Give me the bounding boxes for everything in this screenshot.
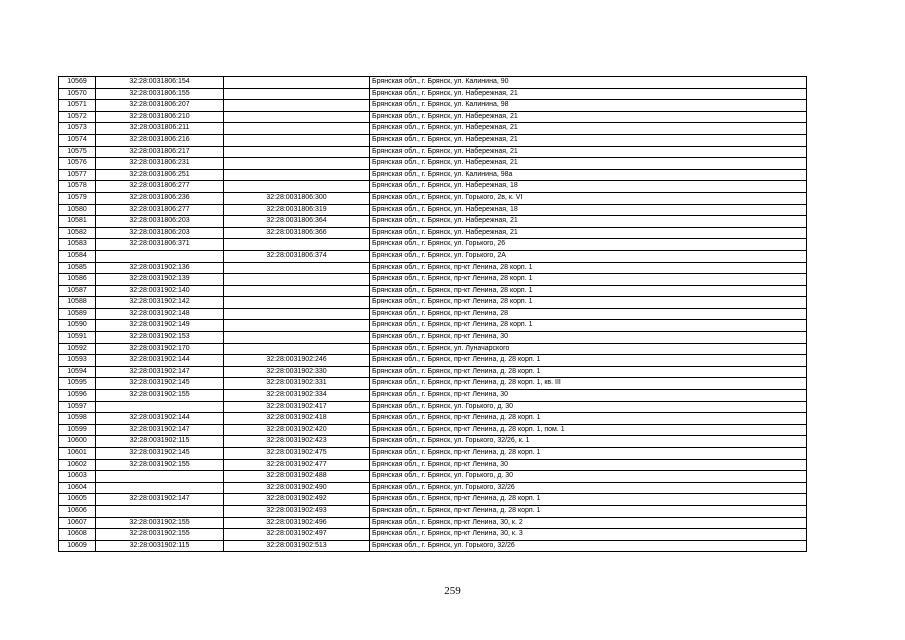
cadastral-number-cell: 32:28:0031806:251 (96, 169, 224, 181)
address-cell: Брянская обл., г. Брянск, ул. Калинина, 90 (370, 77, 807, 89)
related-cadastral-number-cell (224, 343, 370, 355)
cadastral-number-cell (96, 401, 224, 413)
table-row (59, 285, 807, 297)
cadastral-number-cell: 32:28:0031806:154 (96, 77, 224, 89)
related-cadastral-number-cell: 32:28:0031902:418 (224, 413, 370, 425)
table-row (59, 448, 807, 460)
address-cell: Брянская обл., г. Брянск, пр-кт Ленина, д. 28 корп. 1 (370, 413, 807, 425)
address-cell: Брянская обл., г. Брянск, ул. Луначарского (370, 343, 807, 355)
table-row (59, 517, 807, 529)
related-cadastral-number-cell: 32:28:0031806:374 (224, 250, 370, 262)
cadastral-number-cell: 32:28:0031806:211 (96, 123, 224, 135)
row-number-cell: 10582 (59, 227, 96, 239)
cadastral-number-cell: 32:28:0031806:203 (96, 227, 224, 239)
related-cadastral-number-cell (224, 308, 370, 320)
row-number-cell: 10602 (59, 459, 96, 471)
table-row (59, 355, 807, 367)
row-number-cell: 10607 (59, 517, 96, 529)
cadastral-number-cell: 32:28:0031902:136 (96, 262, 224, 274)
table-row (59, 436, 807, 448)
address-cell: Брянская обл., г. Брянск, ул. Набережная, 21 (370, 134, 807, 146)
cadastral-number-cell: 32:28:0031902:147 (96, 424, 224, 436)
row-number-cell: 10574 (59, 134, 96, 146)
row-number-cell: 10585 (59, 262, 96, 274)
cadastral-number-cell: 32:28:0031902:153 (96, 332, 224, 344)
cadastral-number-cell: 32:28:0031902:147 (96, 366, 224, 378)
cadastral-number-cell (96, 250, 224, 262)
address-cell: Брянская обл., г. Брянск, ул. Набережная, 21 (370, 146, 807, 158)
cadastral-number-cell: 32:28:0031806:203 (96, 216, 224, 228)
related-cadastral-number-cell: 32:28:0031902:417 (224, 401, 370, 413)
row-number-cell: 10587 (59, 285, 96, 297)
cadastral-number-cell: 32:28:0031902:115 (96, 540, 224, 552)
table-row (59, 343, 807, 355)
table-row (59, 274, 807, 286)
table-row (59, 505, 807, 517)
related-cadastral-number-cell: 32:28:0031902:513 (224, 540, 370, 552)
table-row (59, 192, 807, 204)
row-number-cell: 10595 (59, 378, 96, 390)
cadastral-number-cell: 32:28:0031902:145 (96, 448, 224, 460)
row-number-cell: 10600 (59, 436, 96, 448)
table-row (59, 204, 807, 216)
row-number-cell: 10584 (59, 250, 96, 262)
address-cell: Брянская обл., г. Брянск, ул. Набережная, 18 (370, 204, 807, 216)
table-row (59, 540, 807, 552)
related-cadastral-number-cell (224, 134, 370, 146)
address-cell: Брянская обл., г. Брянск, пр-кт Ленина, 30 (370, 459, 807, 471)
related-cadastral-number-cell: 32:28:0031806:300 (224, 192, 370, 204)
related-cadastral-number-cell (224, 285, 370, 297)
address-cell: Брянская обл., г. Брянск, пр-кт Ленина, 28 корп. 1 (370, 297, 807, 309)
address-cell: Брянская обл., г. Брянск, ул. Горького, 2в, к. VI (370, 192, 807, 204)
row-number-cell: 10583 (59, 239, 96, 251)
related-cadastral-number-cell (224, 297, 370, 309)
cadastral-number-cell: 32:28:0031902:155 (96, 390, 224, 402)
related-cadastral-number-cell: 32:28:0031902:493 (224, 505, 370, 517)
row-number-cell: 10573 (59, 123, 96, 135)
related-cadastral-number-cell (224, 274, 370, 286)
address-cell: Брянская обл., г. Брянск, ул. Набережная, 21 (370, 123, 807, 135)
address-cell: Брянская обл., г. Брянск, пр-кт Ленина, д. 28 корп. 1 (370, 448, 807, 460)
address-cell: Брянская обл., г. Брянск, пр-кт Ленина, 28 (370, 308, 807, 320)
row-number-cell: 10605 (59, 494, 96, 506)
address-cell: Брянская обл., г. Брянск, ул. Набережная, 21 (370, 227, 807, 239)
cadastral-number-cell (96, 482, 224, 494)
address-cell: Брянская обл., г. Брянск, пр-кт Ленина, д. 28 корп. 1 (370, 355, 807, 367)
address-cell: Брянская обл., г. Брянск, пр-кт Ленина, д. 28 корп. 1 (370, 366, 807, 378)
related-cadastral-number-cell: 32:28:0031902:492 (224, 494, 370, 506)
address-cell: Брянская обл., г. Брянск, ул. Набережная, 21 (370, 111, 807, 123)
cadastral-number-cell: 32:28:0031806:371 (96, 239, 224, 251)
cadastral-number-cell: 32:28:0031902:115 (96, 436, 224, 448)
related-cadastral-number-cell: 32:28:0031902:334 (224, 390, 370, 402)
table-row (59, 471, 807, 483)
address-cell: Брянская обл., г. Брянск, ул. Набережная, 21 (370, 88, 807, 100)
table-row (59, 111, 807, 123)
cadastral-number-cell: 32:28:0031902:140 (96, 285, 224, 297)
address-cell: Брянская обл., г. Брянск, пр-кт Ленина, д. 28 корп. 1 (370, 494, 807, 506)
row-number-cell: 10589 (59, 308, 96, 320)
address-cell: Брянская обл., г. Брянск, пр-кт Ленина, 30 (370, 332, 807, 344)
row-number-cell: 10572 (59, 111, 96, 123)
table-row (59, 239, 807, 251)
row-number-cell: 10576 (59, 158, 96, 170)
address-cell: Брянская обл., г. Брянск, ул. Горького, 32/26, к. 1 (370, 436, 807, 448)
table-row (59, 262, 807, 274)
row-number-cell: 10577 (59, 169, 96, 181)
cadastral-number-cell: 32:28:0031902:155 (96, 529, 224, 541)
related-cadastral-number-cell (224, 123, 370, 135)
row-number-cell: 10581 (59, 216, 96, 228)
table-row (59, 529, 807, 541)
registry-table-body (59, 77, 807, 552)
row-number-cell: 10599 (59, 424, 96, 436)
address-cell: Брянская обл., г. Брянск, пр-кт Ленина, д. 28 корп. 1 (370, 505, 807, 517)
related-cadastral-number-cell (224, 169, 370, 181)
related-cadastral-number-cell (224, 146, 370, 158)
table-row (59, 146, 807, 158)
related-cadastral-number-cell: 32:28:0031806:364 (224, 216, 370, 228)
address-cell: Брянская обл., г. Брянск, ул. Набережная, 21 (370, 216, 807, 228)
cadastral-number-cell: 32:28:0031902:142 (96, 297, 224, 309)
related-cadastral-number-cell: 32:28:0031902:497 (224, 529, 370, 541)
table-row (59, 181, 807, 193)
cadastral-number-cell: 32:28:0031806:155 (96, 88, 224, 100)
cadastral-number-cell: 32:28:0031902:155 (96, 517, 224, 529)
table-row (59, 390, 807, 402)
address-cell: Брянская обл., г. Брянск, пр-кт Ленина, 28 корп. 1 (370, 285, 807, 297)
address-cell: Брянская обл., г. Брянск, ул. Калинина, 98а (370, 169, 807, 181)
address-cell: Брянская обл., г. Брянск, пр-кт Ленина, 30, к. 2 (370, 517, 807, 529)
address-cell: Брянская обл., г. Брянск, ул. Горького, д. 30 (370, 401, 807, 413)
row-number-cell: 10601 (59, 448, 96, 460)
table-row (59, 482, 807, 494)
cadastral-number-cell: 32:28:0031902:155 (96, 459, 224, 471)
table-row (59, 169, 807, 181)
related-cadastral-number-cell: 32:28:0031902:496 (224, 517, 370, 529)
row-number-cell: 10598 (59, 413, 96, 425)
row-number-cell: 10570 (59, 88, 96, 100)
address-cell: Брянская обл., г. Брянск, пр-кт Ленина, 28 корп. 1 (370, 320, 807, 332)
address-cell: Брянская обл., г. Брянск, ул. Калинина, 98 (370, 100, 807, 112)
address-cell: Брянская обл., г. Брянск, пр-кт Ленина, д. 28 корп. 1, пом. 1 (370, 424, 807, 436)
row-number-cell: 10606 (59, 505, 96, 517)
row-number-cell: 10608 (59, 529, 96, 541)
row-number-cell: 10592 (59, 343, 96, 355)
cadastral-number-cell: 32:28:0031806:207 (96, 100, 224, 112)
related-cadastral-number-cell: 32:28:0031902:490 (224, 482, 370, 494)
table-row (59, 100, 807, 112)
table-row (59, 366, 807, 378)
address-cell: Брянская обл., г. Брянск, пр-кт Ленина, 30 (370, 390, 807, 402)
cadastral-number-cell (96, 505, 224, 517)
table-row (59, 401, 807, 413)
row-number-cell: 10604 (59, 482, 96, 494)
address-cell: Брянская обл., г. Брянск, ул. Горького, 2А (370, 250, 807, 262)
table-row (59, 494, 807, 506)
related-cadastral-number-cell (224, 111, 370, 123)
row-number-cell: 10569 (59, 77, 96, 89)
table-row (59, 123, 807, 135)
row-number-cell: 10596 (59, 390, 96, 402)
related-cadastral-number-cell (224, 239, 370, 251)
related-cadastral-number-cell: 32:28:0031806:366 (224, 227, 370, 239)
related-cadastral-number-cell (224, 332, 370, 344)
table-row (59, 158, 807, 170)
table-row (59, 77, 807, 89)
related-cadastral-number-cell: 32:28:0031902:477 (224, 459, 370, 471)
address-cell: Брянская обл., г. Брянск, ул. Горького, 26 (370, 239, 807, 251)
cadastral-number-cell: 32:28:0031902:145 (96, 378, 224, 390)
related-cadastral-number-cell (224, 100, 370, 112)
address-cell: Брянская обл., г. Брянск, пр-кт Ленина, 28 корп. 1 (370, 262, 807, 274)
cadastral-number-cell: 32:28:0031806:216 (96, 134, 224, 146)
row-number-cell: 10580 (59, 204, 96, 216)
cadastral-number-cell: 32:28:0031806:231 (96, 158, 224, 170)
related-cadastral-number-cell: 32:28:0031902:475 (224, 448, 370, 460)
related-cadastral-number-cell: 32:28:0031902:488 (224, 471, 370, 483)
related-cadastral-number-cell (224, 88, 370, 100)
page-number: 259 (444, 585, 461, 597)
cadastral-number-cell: 32:28:0031902:170 (96, 343, 224, 355)
related-cadastral-number-cell: 32:28:0031806:319 (224, 204, 370, 216)
cadastral-number-cell: 32:28:0031902:144 (96, 355, 224, 367)
table-row (59, 424, 807, 436)
table-row (59, 250, 807, 262)
row-number-cell: 10597 (59, 401, 96, 413)
table-row (59, 332, 807, 344)
cadastral-number-cell: 32:28:0031806:277 (96, 204, 224, 216)
related-cadastral-number-cell: 32:28:0031902:246 (224, 355, 370, 367)
row-number-cell: 10578 (59, 181, 96, 193)
related-cadastral-number-cell (224, 320, 370, 332)
table-row (59, 216, 807, 228)
address-cell: Брянская обл., г. Брянск, ул. Горького, 32/26 (370, 482, 807, 494)
address-cell: Брянская обл., г. Брянск, ул. Набережная, 21 (370, 158, 807, 170)
row-number-cell: 10593 (59, 355, 96, 367)
table-row (59, 88, 807, 100)
address-cell: Брянская обл., г. Брянск, ул. Горького, д. 30 (370, 471, 807, 483)
related-cadastral-number-cell (224, 181, 370, 193)
row-number-cell: 10594 (59, 366, 96, 378)
related-cadastral-number-cell: 32:28:0031902:420 (224, 424, 370, 436)
address-cell: Брянская обл., г. Брянск, ул. Набережная, 18 (370, 181, 807, 193)
registry-table (58, 76, 807, 552)
related-cadastral-number-cell (224, 158, 370, 170)
table-row (59, 413, 807, 425)
related-cadastral-number-cell (224, 262, 370, 274)
related-cadastral-number-cell: 32:28:0031902:423 (224, 436, 370, 448)
table-row (59, 378, 807, 390)
address-cell: Брянская обл., г. Брянск, пр-кт Ленина, д. 28 корп. 1, кв. III (370, 378, 807, 390)
row-number-cell: 10603 (59, 471, 96, 483)
cadastral-number-cell: 32:28:0031806:210 (96, 111, 224, 123)
table-row (59, 308, 807, 320)
row-number-cell: 10588 (59, 297, 96, 309)
cadastral-number-cell: 32:28:0031902:147 (96, 494, 224, 506)
row-number-cell: 10586 (59, 274, 96, 286)
row-number-cell: 10590 (59, 320, 96, 332)
table-row (59, 227, 807, 239)
cadastral-number-cell: 32:28:0031806:217 (96, 146, 224, 158)
cadastral-number-cell: 32:28:0031902:139 (96, 274, 224, 286)
address-cell: Брянская обл., г. Брянск, ул. Горького, 32/26 (370, 540, 807, 552)
address-cell: Брянская обл., г. Брянск, пр-кт Ленина, 30, к. 3 (370, 529, 807, 541)
address-cell: Брянская обл., г. Брянск, пр-кт Ленина, 28 корп. 1 (370, 274, 807, 286)
row-number-cell: 10591 (59, 332, 96, 344)
cadastral-number-cell: 32:28:0031806:277 (96, 181, 224, 193)
cadastral-number-cell: 32:28:0031806:236 (96, 192, 224, 204)
row-number-cell: 10575 (59, 146, 96, 158)
related-cadastral-number-cell (224, 77, 370, 89)
cadastral-number-cell: 32:28:0031902:149 (96, 320, 224, 332)
row-number-cell: 10579 (59, 192, 96, 204)
row-number-cell: 10609 (59, 540, 96, 552)
table-row (59, 297, 807, 309)
table-row (59, 320, 807, 332)
cadastral-number-cell (96, 471, 224, 483)
table-row (59, 459, 807, 471)
cadastral-number-cell: 32:28:0031902:144 (96, 413, 224, 425)
related-cadastral-number-cell: 32:28:0031902:330 (224, 366, 370, 378)
row-number-cell: 10571 (59, 100, 96, 112)
table-row (59, 134, 807, 146)
cadastral-number-cell: 32:28:0031902:148 (96, 308, 224, 320)
related-cadastral-number-cell: 32:28:0031902:331 (224, 378, 370, 390)
